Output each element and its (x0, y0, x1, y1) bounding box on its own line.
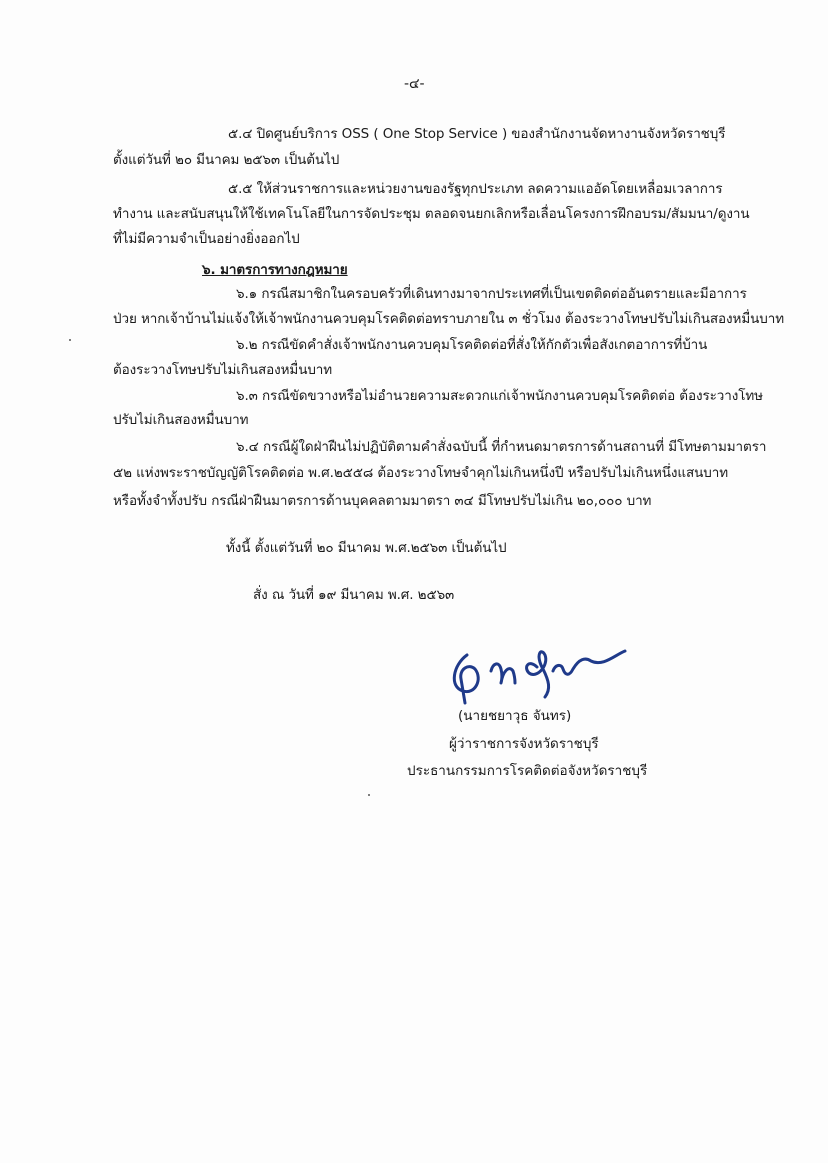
item-6-3-line-2: ปรับไม่เกินสองหมื่นบาท (113, 412, 249, 428)
item-6-4-line-2: ๕๒ แห่งพระราชบัญญัติโรคติดต่อ พ.ศ.๒๕๕๘ ต้องระวางโทษจำคุกไม่เกินหนึ่งปี หรือปรับไม่เกินหนึ่งแสนบาท (113, 465, 729, 481)
item-5-4-line-1: ๕.๔ ปิดศูนย์บริการ OSS ( One Stop Service ) ของสำนักงานจัดหางานจังหวัดราชบุรี (228, 126, 726, 142)
scan-speck (69, 339, 71, 341)
scan-speck (368, 794, 370, 796)
ordered-date-line: สั่ง ณ วันที่ ๑๙ มีนาคม พ.ศ. ๒๕๖๓ (253, 587, 455, 603)
item-6-4-line-3: หรือทั้งจำทั้งปรับ กรณีฝ่าฝืนมาตรการด้านบุคคลตามมาตรา ๓๔ มีโทษปรับไม่เกิน ๒๐,๐๐๐ บาท (113, 493, 652, 509)
signer-committee-title: ประธานกรรมการโรคติดต่อจังหวัดราชบุรี (407, 763, 648, 779)
handwritten-signature (445, 625, 635, 715)
item-6-2-line-1: ๖.๒ กรณีขัดคำสั่งเจ้าพนักงานควบคุมโรคติดต่อที่สั่งให้กักตัวเพื่อสังเกตอาการที่บ้าน (236, 337, 708, 353)
item-6-1-line-2: ป่วย หากเจ้าบ้านไม่แจ้งให้เจ้าพนักงานควบคุมโรคติดต่อทราบภายใน ๓ ชั่วโมง ต้องระวางโทษปรับไม่เกินสองหมื่นบาท (113, 311, 785, 327)
item-5-5-line-1: ๕.๕ ให้ส่วนราชการและหน่วยงานของรัฐทุกประเภท ลดความแออัดโดยเหลื่อมเวลาการ (228, 181, 723, 197)
signer-position: ผู้ว่าราชการจังหวัดราชบุรี (449, 736, 599, 752)
item-6-1-line-1: ๖.๑ กรณีสมาชิกในครอบครัวที่เดินทางมาจากประเทศที่เป็นเขตติดต่ออันตรายและมีอาการ (236, 286, 747, 302)
section-6-heading: ๖. มาตรการทางกฎหมาย (202, 262, 348, 278)
page-number: -๔- (404, 76, 425, 92)
item-5-4-line-2: ตั้งแต่วันที่ ๒๐ มีนาคม ๒๕๖๓ เป็นต้นไป (113, 152, 340, 168)
effective-date-line: ทั้งนี้ ตั้งแต่วันที่ ๒๐ มีนาคม พ.ศ.๒๕๖๓ เป็นต้นไป (226, 540, 507, 556)
item-6-3-line-1: ๖.๓ กรณีขัดขวางหรือไม่อำนวยความสะดวกแก่เจ้าพนักงานควบคุมโรคติดต่อ ต้องระวางโทษ (236, 388, 763, 404)
item-6-4-line-1: ๖.๔ กรณีผู้ใดฝ่าฝืนไม่ปฏิบัติตามคำสั่งฉบับนี้ ที่กำหนดมาตรการด้านสถานที่ มีโทษตามมาตรา (236, 439, 767, 455)
item-6-2-line-2: ต้องระวางโทษปรับไม่เกินสองหมื่นบาท (113, 362, 333, 378)
signer-name: (นายชยาวุธ จันทร) (458, 708, 572, 724)
item-5-5-line-2: ทำงาน และสนับสนุนให้ใช้เทคโนโลยีในการจัดประชุม ตลอดจนยกเลิกหรือเลื่อนโครงการฝึกอบรม/สัมมนา/ดูงาน (113, 206, 750, 222)
item-5-5-line-3: ที่ไม่มีความจำเป็นอย่างยิ่งออกไป (113, 231, 300, 247)
